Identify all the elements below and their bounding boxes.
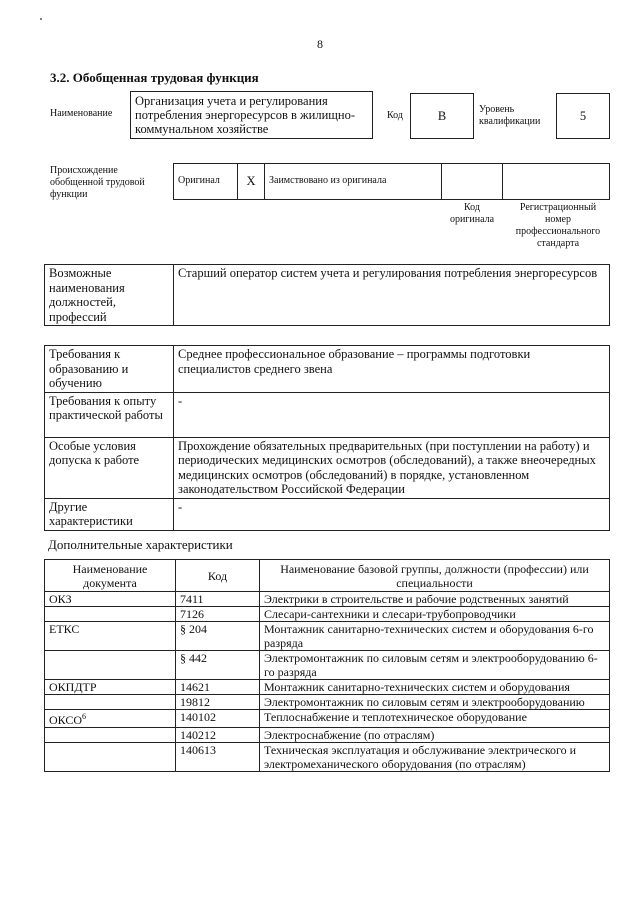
row-code: 140212: [176, 728, 260, 743]
req-experience-label: Требования к опыту практической работы: [45, 392, 174, 437]
section-title: 3.2. Обобщенная трудовая функция: [50, 70, 259, 85]
row-doc: ЕТКС: [45, 622, 176, 651]
row-doc: [45, 651, 176, 680]
code-value-box: [410, 93, 474, 139]
row-doc: [45, 728, 176, 743]
req-conditions-label: Особые условия допуска к работе: [45, 437, 174, 498]
row-doc: [45, 695, 176, 710]
row-doc: [45, 607, 176, 622]
name-value: Организация учета и регулирования потребления энергоресурсов в жилищно-коммунальном хозяйстве: [135, 94, 356, 136]
row-doc: ОКПДТР: [45, 680, 176, 695]
req-other-label: Другие характеристики: [45, 498, 174, 530]
positions-value: Старший оператор систем учета и регулирования потребления энергоресурсов: [174, 265, 610, 326]
origin-table: [173, 163, 610, 200]
origin-code-cell: [442, 164, 503, 200]
row-name: Электромонтажник по силовым сетям и электрооборудованию: [260, 695, 610, 710]
req-other-value: -: [174, 498, 610, 530]
scan-speck: [40, 18, 42, 20]
row-doc: ОКЗ: [45, 592, 176, 607]
origin-borrowed: Заимствовано из оригинала: [265, 164, 442, 200]
code-label: Код: [387, 110, 403, 121]
origin-label: Происхождение обобщенной трудовой функции: [50, 165, 145, 200]
level-value: 5: [579, 109, 587, 123]
row-code: 19812: [176, 695, 260, 710]
row-doc: ОКСО: [49, 713, 83, 727]
code-original-label: Код оригинала: [449, 202, 495, 225]
positions-label: Возможные наименования должностей, профессий: [45, 265, 174, 326]
additional-title: Дополнительные характеристики: [48, 537, 233, 552]
row-name: Техническая эксплуатация и обслуживание электрического и электромеханического оборудования (по отраслям): [260, 743, 610, 772]
row-name: Монтажник санитарно-технических систем и оборудования: [260, 680, 610, 695]
row-code: 140613: [176, 743, 260, 772]
row-name: Слесари-сантехники и слесари-трубопроводчики: [260, 607, 610, 622]
row-code: § 204: [176, 622, 260, 651]
req-conditions-value: Прохождение обязательных предварительных (при поступлении на работу) и периодических медицинских осмотров (обследований), а также внеочередных медицинских осмотров (обследований) в порядке, установленном законодательством Российской Федерации: [174, 437, 610, 498]
row-doc-okso: [45, 710, 176, 728]
origin-reg-cell: [503, 164, 610, 200]
row-name: Электрики в строительстве и рабочие родственных занятий: [260, 592, 610, 607]
code-value: B: [437, 109, 447, 123]
row-code: 7411: [176, 592, 260, 607]
row-code: 140102: [176, 710, 260, 728]
name-value-box: [130, 91, 373, 139]
header-name: Наименование базовой группы, должности (профессии) или специальности: [260, 560, 610, 592]
origin-mark: X: [238, 164, 265, 200]
row-doc: [45, 743, 176, 772]
page-number: 8: [317, 37, 323, 51]
additional-table: [44, 559, 610, 772]
row-code: § 442: [176, 651, 260, 680]
level-label: Уровень квалификации: [479, 104, 541, 127]
req-education-value: Среднее профессиональное образование – программы подготовки специалистов среднего звена: [174, 346, 610, 393]
level-value-box: [556, 93, 610, 139]
row-code: 14621: [176, 680, 260, 695]
row-name: Теплоснабжение и теплотехническое оборудование: [260, 710, 610, 728]
footnote-mark: 6: [82, 712, 87, 721]
origin-original: Оригинал: [174, 164, 238, 200]
requirements-table: [44, 345, 610, 531]
req-education-label: Требования к образованию и обучению: [45, 346, 174, 393]
name-label: Наименование: [50, 108, 113, 119]
row-name: Монтажник санитарно-технических систем и оборудования 6-го разряда: [260, 622, 610, 651]
positions-table: [44, 264, 610, 326]
row-code: 7126: [176, 607, 260, 622]
row-name: Электроснабжение (по отраслям): [260, 728, 610, 743]
reg-number-label: Регистрационный номер профессионального стандарта: [515, 202, 601, 249]
header-document: Наименование документа: [45, 560, 176, 592]
req-experience-value: -: [174, 392, 610, 437]
header-code: Код: [176, 560, 260, 592]
row-name: Электромонтажник по силовым сетям и электрооборудованию 6-го разряда: [260, 651, 610, 680]
